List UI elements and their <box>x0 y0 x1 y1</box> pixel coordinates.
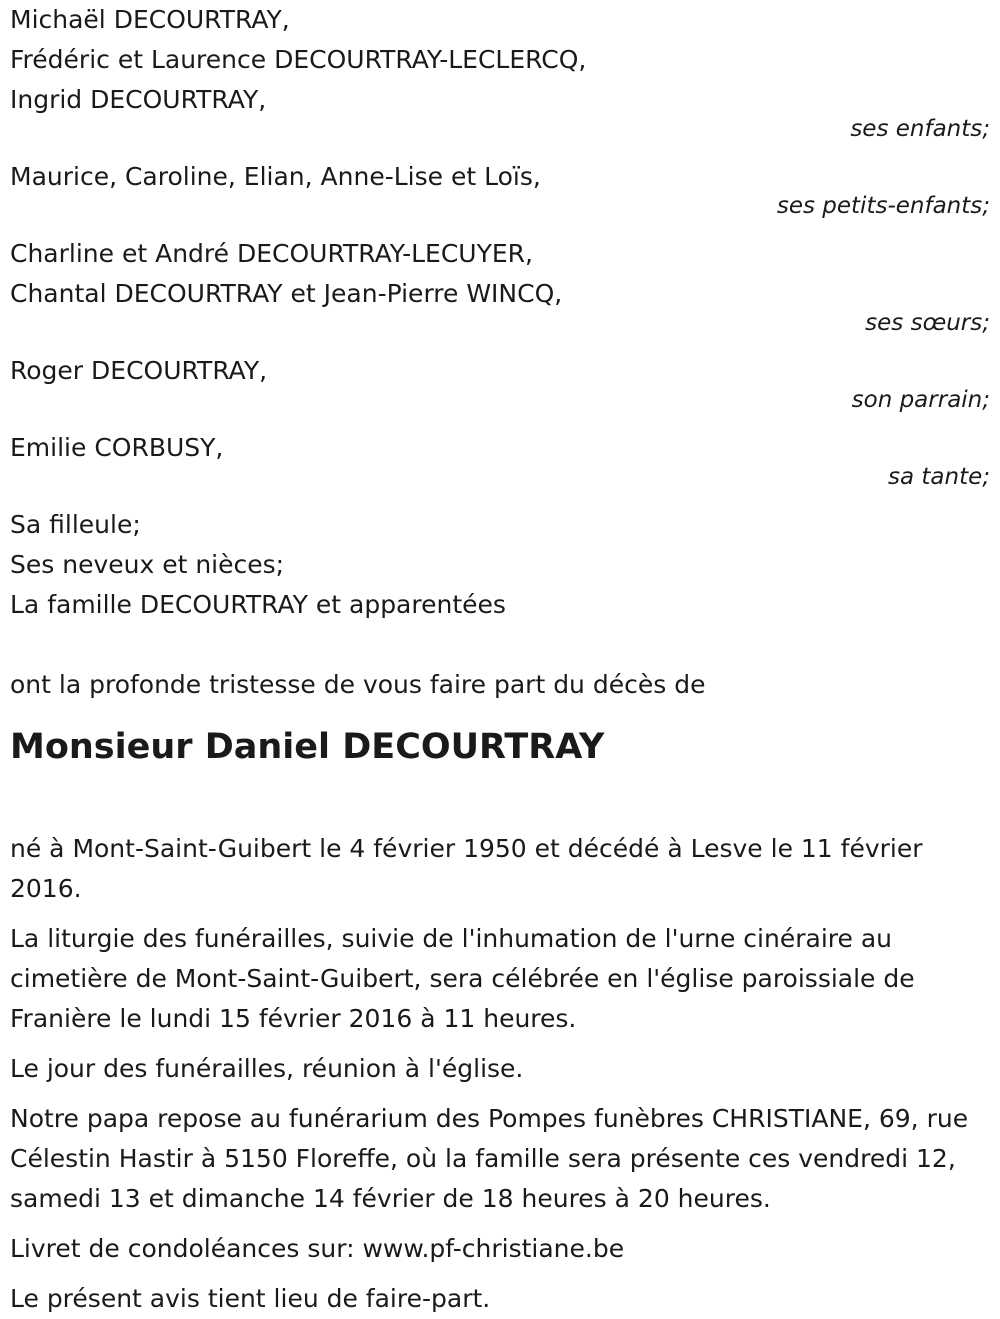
relation-label: son parrain; <box>851 387 990 413</box>
family-name-line: Maurice, Caroline, Elian, Anne-Lise et Loïs, <box>10 162 541 191</box>
relation-label: ses petits-enfants; <box>776 193 990 219</box>
relation-label: sa tante; <box>888 464 990 490</box>
paragraph-condolences: Livret de condoléances sur: www.pf-christiane.be <box>10 1234 625 1263</box>
family-name-line: Roger DECOURTRAY, <box>10 356 268 385</box>
notice-body <box>10 829 990 1319</box>
family-group-aunt <box>10 428 990 489</box>
family-name-line: La famille DECOURTRAY et apparentées <box>10 590 506 619</box>
paragraph-birth-death: né à Mont-Saint-Guibert le 4 février 1950 et décédé à Lesve le 11 février 2016. <box>10 834 923 903</box>
family-group-godfather <box>10 351 990 412</box>
paragraph-gathering: Le jour des funérailles, réunion à l'église. <box>10 1054 524 1083</box>
family-name-line: Sa filleule; <box>10 510 141 539</box>
paragraph-notice: Le présent avis tient lieu de faire-part. <box>10 1284 491 1313</box>
family-name-line: Ingrid DECOURTRAY, <box>10 85 267 114</box>
family-group-sisters <box>10 234 990 335</box>
family-group-children <box>10 0 990 141</box>
family-group-others <box>10 505 990 625</box>
paragraph-funerarium: Notre papa repose au funérarium des Pompes funèbres CHRISTIANE, 69, rue Célestin Hastir à 5150 Floreffe, où la famille sera présente ces vendredi 12, samedi 13 et dimanche 14 février de 18 heures à 20 heures. <box>10 1104 969 1213</box>
relation-label: ses enfants; <box>850 116 990 142</box>
family-name-line: Chantal DECOURTRAY et Jean-Pierre WINCQ, <box>10 279 563 308</box>
relation-label: ses sœurs; <box>865 310 990 336</box>
announcement-text: ont la profonde tristesse de vous faire part du décès de <box>10 670 706 699</box>
family-group-grandchildren <box>10 157 990 218</box>
deceased-name: Monsieur Daniel DECOURTRAY <box>10 727 605 767</box>
family-name-line: Frédéric et Laurence DECOURTRAY-LECLERCQ, <box>10 45 587 74</box>
family-name-line: Ses neveux et nièces; <box>10 550 285 579</box>
family-name-line: Emilie CORBUSY, <box>10 433 224 462</box>
paragraph-funeral: La liturgie des funérailles, suivie de l'inhumation de l'urne cinéraire au cimetière de Mont-Saint-Guibert, sera célébrée en l'église paroissiale de Franière le lundi 15 février 2016 à 11 heures. <box>10 924 915 1033</box>
family-name-line: Charline et André DECOURTRAY-LECUYER, <box>10 239 533 268</box>
family-name-line: Michaël DECOURTRAY, <box>10 5 290 34</box>
